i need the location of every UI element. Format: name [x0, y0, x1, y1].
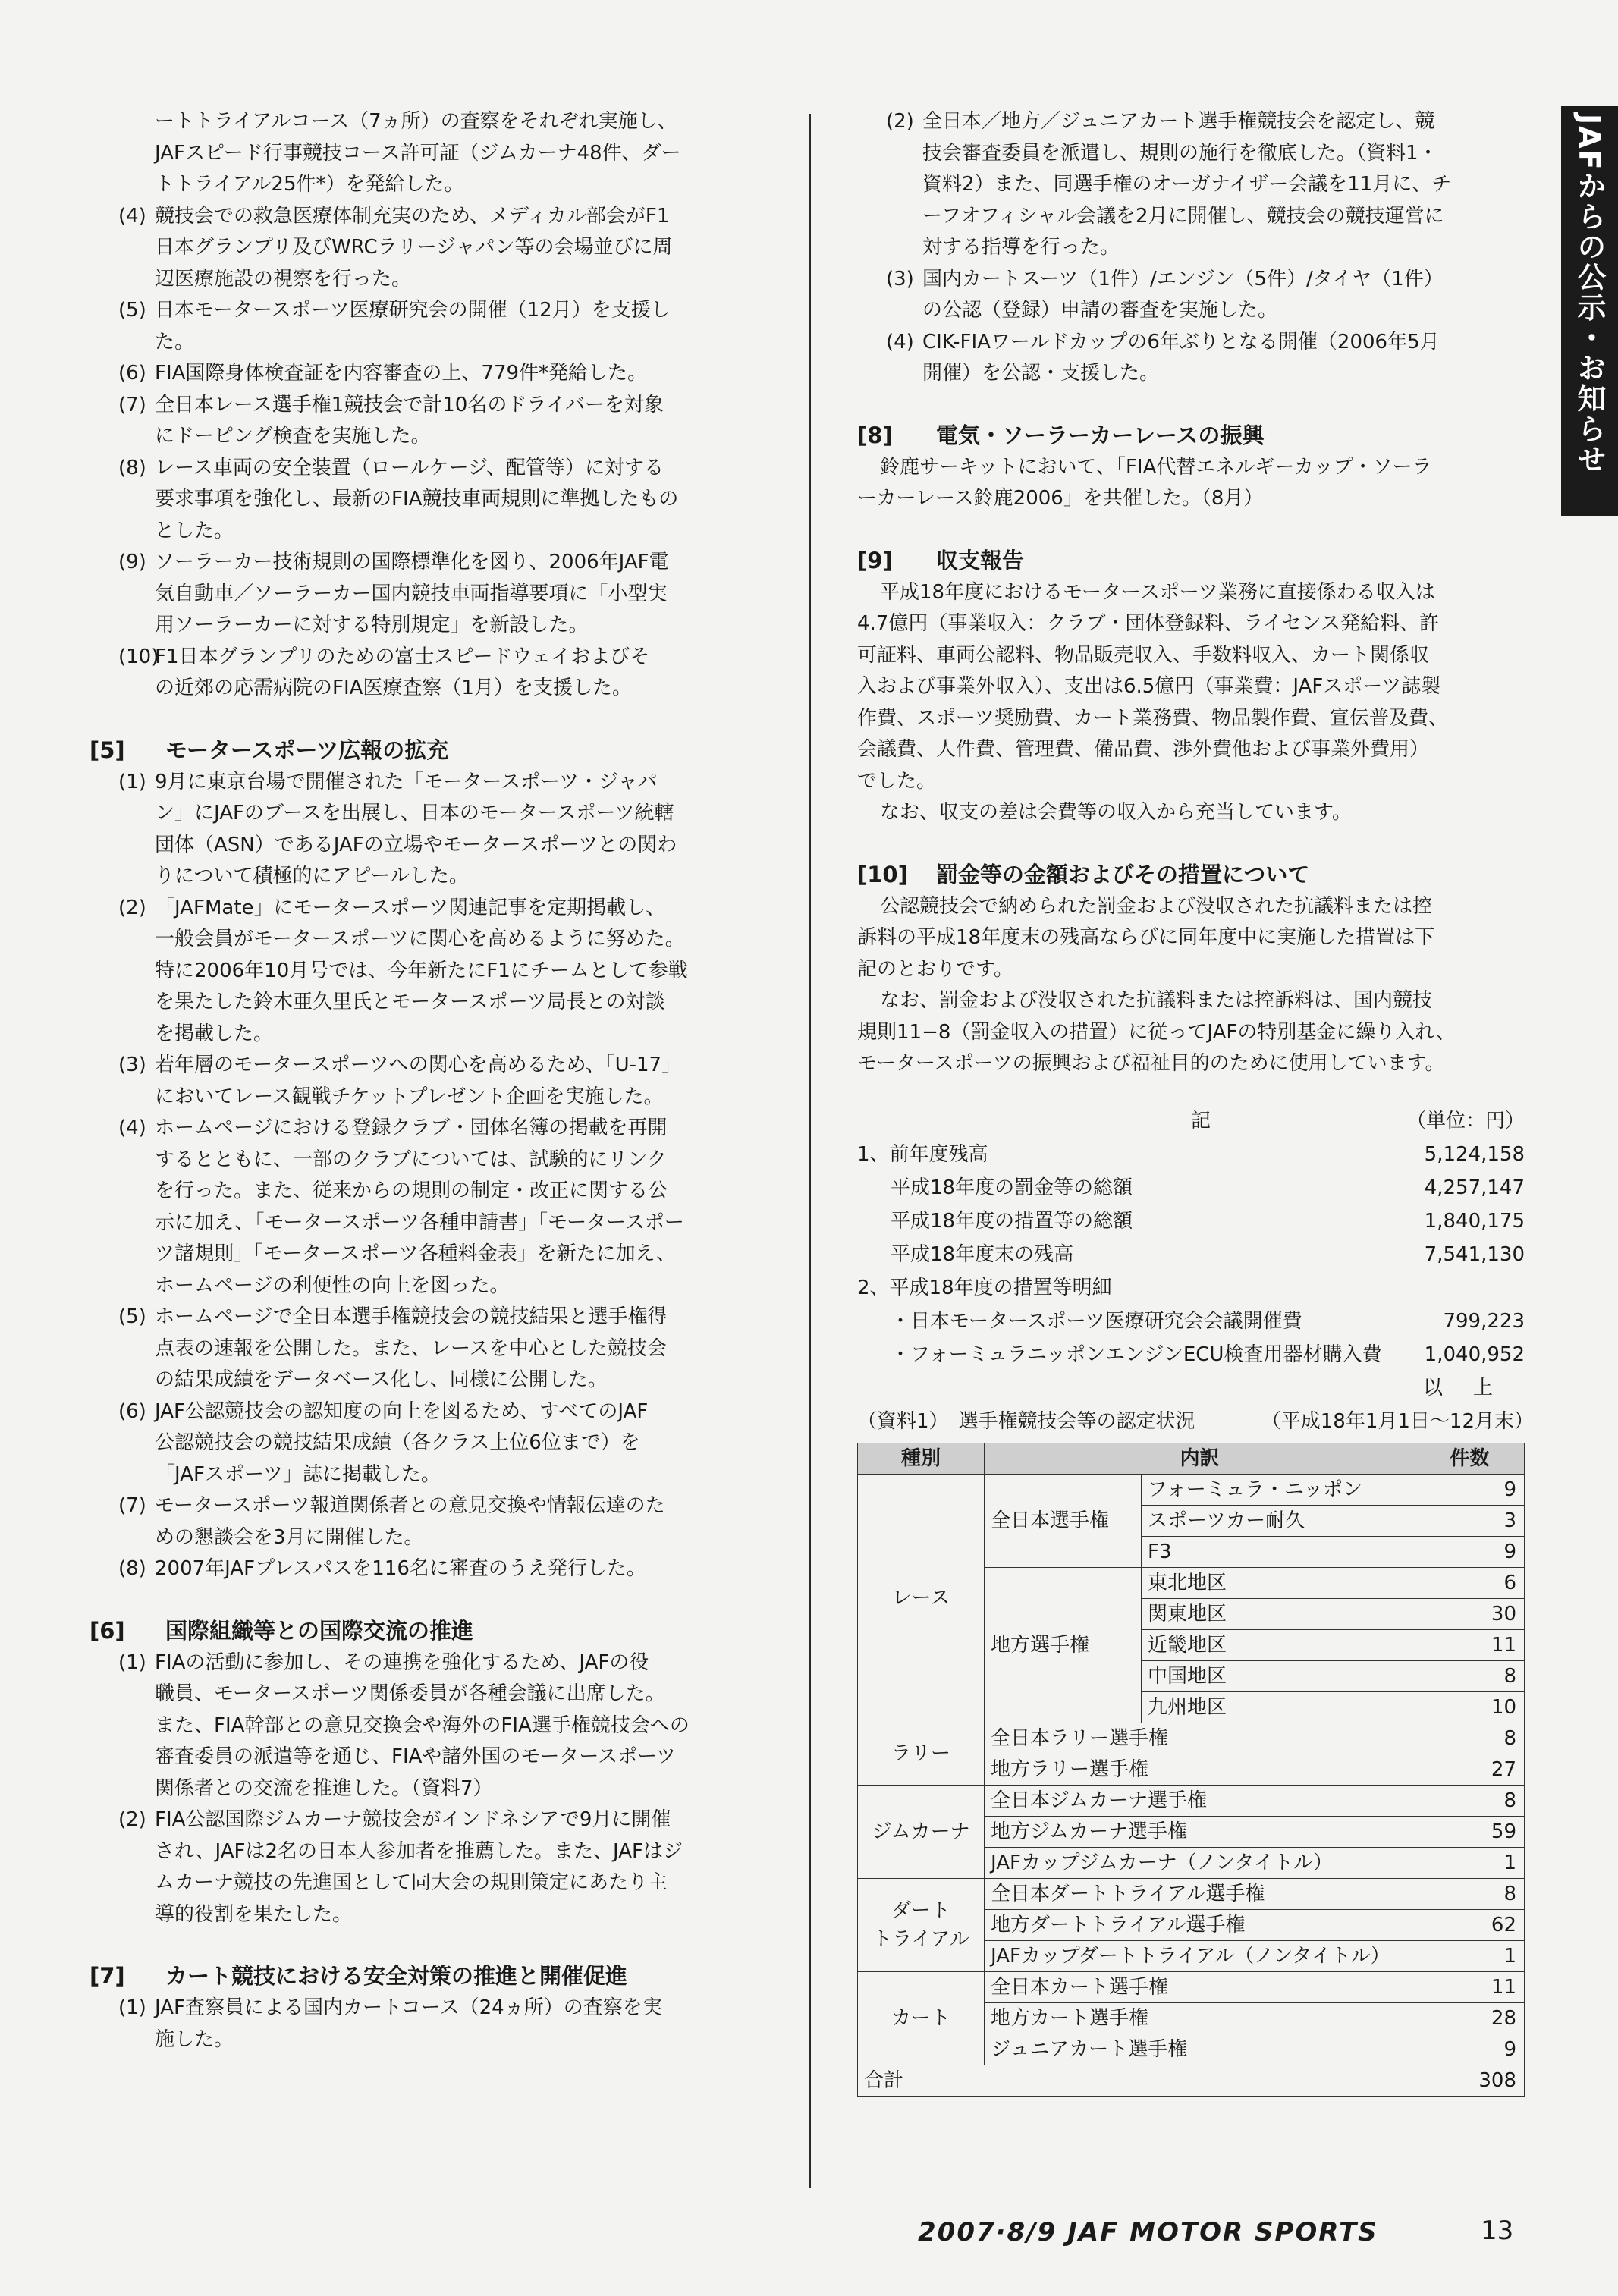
item-line: するとともに、一部のクラブについては、試験的にリンク	[155, 1148, 667, 1171]
unit-label: （単位：円）	[1406, 1109, 1525, 1132]
item-number: (1)	[118, 1996, 146, 2019]
amount-row	[857, 1340, 1534, 1373]
item-number: (3)	[118, 1054, 146, 1076]
item-line: CIK-FIAワールドカップの6年ぶりとなる開催（2006年5月	[922, 330, 1440, 353]
section-title: モータースポーツ広報の拡充	[165, 737, 449, 763]
list-item	[857, 264, 1534, 327]
item-number: (2)	[118, 896, 146, 919]
item-line: 公認競技会の競技結果成績（各クラス上位6位まで）を	[155, 1431, 640, 1454]
item-number: (5)	[118, 299, 146, 322]
item-cell: フォーミュラ・ニッポン	[1142, 1474, 1415, 1505]
body-line: 公認競技会で納められた罰金および没収された抗議料または控	[880, 894, 1433, 918]
amount-value: 799,223	[1443, 1309, 1525, 1333]
item-cell: スポーツカー耐久	[1142, 1505, 1415, 1536]
item-line: ホームページにおける登録クラブ・団体名簿の掲載を再開	[155, 1117, 668, 1139]
text-line: トトライアル25件*）を発給した。	[155, 173, 464, 196]
item-cell: 地方ジムカーナ選手権	[985, 1816, 1415, 1847]
list-item	[90, 1396, 767, 1491]
count-cell: 9	[1415, 1474, 1525, 1505]
item-number: (1)	[118, 770, 146, 793]
section-number: [9]	[857, 547, 893, 573]
item-number: (3)	[886, 267, 914, 291]
list-item	[857, 327, 1534, 390]
amount-label: 平成18年度末の残高	[891, 1242, 1074, 1266]
count-cell: 27	[1415, 1754, 1525, 1785]
body-line: 平成18年度におけるモータースポーツ業務に直接係わる収入は	[880, 580, 1435, 604]
list-item	[90, 201, 767, 296]
item-line: 「JAFスポーツ」誌に掲載した。	[155, 1462, 441, 1486]
notice-header	[857, 1106, 1534, 1139]
item-number: (6)	[118, 362, 146, 385]
item-line: 競技会での救急医療体制充実のため、メディカル部会がF1	[155, 204, 670, 228]
item-number: (9)	[118, 551, 146, 573]
text-line: ートトライアルコース（7ヵ所）の査察をそれぞれ実施し、	[155, 110, 677, 133]
item-number: (4)	[118, 204, 146, 228]
list-item	[90, 642, 767, 705]
count-cell: 62	[1415, 1909, 1525, 1940]
section-number: [7]	[90, 1963, 125, 1989]
item-cell: F3	[1142, 1536, 1415, 1567]
list-item	[90, 453, 767, 548]
list-item	[90, 767, 767, 893]
item-cell: 九州地区	[1142, 1691, 1415, 1723]
body-line: なお、収支の差は会費等の収入から充当しています。	[880, 801, 1352, 824]
item-line: 国内カートスーツ（1件）/エンジン（5件）/タイヤ（1件）	[922, 267, 1444, 291]
count-cell: 6	[1415, 1567, 1525, 1598]
count-cell: 8	[1415, 1723, 1525, 1754]
body-line: 作費、スポーツ奨励費、カート業務費、物品製作費、宣伝普及費、	[857, 706, 1448, 730]
item-line: ン」にJAFのブースを出展し、日本のモータースポーツ統轄	[155, 802, 674, 824]
item-line: また、FIA幹部との意見交換会や海外のFIA選手権競技会への	[155, 1713, 690, 1737]
list-item	[90, 547, 767, 642]
item-line: 日本モータースポーツ医療研究会の開催（12月）を支援し	[155, 299, 671, 322]
item-line: ーフオフィシャル会議を2月に開催し、競技会の競技運営に	[922, 204, 1444, 228]
list-item	[90, 1302, 767, 1396]
item-number: (7)	[118, 1494, 146, 1517]
item-line: 資料2）また、同選手権のオーガナイザー会議を11月に、チ	[922, 173, 1452, 196]
section-number: [8]	[857, 422, 893, 448]
list-item	[90, 295, 767, 358]
body-line: 入および事業外収入）、支出は6.5億円（事業費：JAFスポーツ誌製	[857, 675, 1441, 698]
item-line: の公認（登録）申請の審査を実施した。	[922, 299, 1278, 322]
count-cell: 1	[1415, 1940, 1525, 1971]
total-count: 308	[1415, 2065, 1525, 2096]
category-cell: カート	[858, 1971, 985, 2065]
item-line: 職員、モータースポーツ関係委員が各種会議に出席した。	[155, 1682, 665, 1705]
amount-label: 平成18年度の罰金等の総額	[891, 1176, 1133, 1199]
section-heading	[90, 1959, 767, 1993]
item-line: を果たした鈴木亜久里氏とモータースポーツ局長との対談	[155, 991, 665, 1013]
item-line: ホームページで全日本選手権競技会の競技結果と選手権得	[155, 1305, 668, 1328]
item-line: た。	[155, 330, 195, 353]
subcategory-cell: 全日本選手権	[985, 1474, 1142, 1567]
category-cell: レース	[858, 1474, 985, 1723]
item-line: 団体（ASN）であるJAFの立場やモータースポーツとの関わ	[155, 833, 677, 856]
item-line: ホームページの利便性の向上を図った。	[155, 1274, 510, 1297]
item-cell: 全日本ラリー選手権	[985, 1723, 1415, 1754]
item-line: ソーラーカー技術規則の国際標準化を図り、2006年JAF電	[155, 551, 669, 573]
count-cell: 8	[1415, 1878, 1525, 1909]
item-number: (2)	[118, 1808, 146, 1831]
item-line: にドーピング検査を実施した。	[155, 425, 431, 448]
right-column	[857, 106, 1534, 2097]
item-line: 開催）を公認・支援した。	[922, 362, 1160, 385]
amount-label: 平成18年度の措置等の総額	[891, 1209, 1133, 1233]
count-cell: 30	[1415, 1598, 1525, 1629]
item-line: 特に2006年10月号では、今年新たにF1にチームとして参戦	[155, 959, 688, 982]
count-cell: 8	[1415, 1660, 1525, 1691]
count-cell: 11	[1415, 1629, 1525, 1660]
text-line: JAFスピード行事競技コース許可証（ジムカーナ48件、ダー	[155, 141, 681, 165]
body-line: 記のとおりです。	[857, 957, 1013, 981]
amount-label: ・日本モータースポーツ医療研究会会議開催費	[891, 1309, 1302, 1333]
item-number: (1)	[118, 1651, 146, 1674]
item-cell: 全日本ダートトライアル選手権	[985, 1878, 1415, 1909]
item-line: めの懇談会を3月に開催した。	[155, 1525, 424, 1549]
amount-value: 4,257,147	[1424, 1176, 1525, 1199]
item-cell: 中国地区	[1142, 1660, 1415, 1691]
item-line: 一般会員がモータースポーツに関心を高めるように努めた。	[155, 928, 685, 950]
item-number: (4)	[118, 1117, 146, 1139]
section-title: 電気・ソーラーカーレースの振興	[936, 422, 1265, 448]
left-column	[90, 106, 767, 2056]
item-cell: 地方ダートトライアル選手権	[985, 1909, 1415, 1940]
item-line: ツ諸規則」「モータースポーツ各種料金表」を新たに加え、	[155, 1242, 677, 1265]
count-cell: 9	[1415, 1536, 1525, 1567]
table-caption-title: （資料1） 選手権競技会等の認定状況	[857, 1409, 1195, 1433]
table-row	[858, 1785, 1525, 1816]
table-header-row	[858, 1443, 1525, 1474]
item-line: 若年層のモータースポーツへの関心を高めるため、「U-17」	[155, 1054, 682, 1076]
table-row	[858, 1971, 1525, 2002]
item-line: ムカーナ競技の先進国として同大会の規則策定にあたり主	[155, 1871, 668, 1894]
item-cell: 東北地区	[1142, 1567, 1415, 1598]
section-number: [5]	[90, 737, 125, 763]
section-heading	[90, 733, 767, 767]
amount-label: 1、前年度残高	[857, 1142, 988, 1166]
section-side-tab	[1561, 106, 1618, 516]
body-line: 会議費、人件費、管理費、備品費、渉外費他および事業外費用）	[857, 738, 1430, 761]
table-caption-period: （平成18年1月1日〜12月末）	[1261, 1409, 1534, 1433]
item-line: を行った。また、従来からの規則の制定・改正に関する公	[155, 1179, 668, 1202]
table-total-row	[858, 2065, 1525, 2096]
body-line: モータースポーツの振興および福祉目的のために使用しています。	[857, 1052, 1445, 1075]
item-cell: 地方ラリー選手権	[985, 1754, 1415, 1785]
section-number: [10]	[857, 861, 908, 887]
count-cell: 10	[1415, 1691, 1525, 1723]
table-row	[858, 1474, 1525, 1505]
item-line: レース車両の安全装置（ロールケージ、配管等）に対する	[155, 456, 664, 479]
list-item	[90, 1553, 767, 1585]
item-line: 導的役割を果たした。	[155, 1902, 353, 1926]
list-item	[857, 106, 1534, 264]
section-title: 収支報告	[936, 547, 1025, 573]
body-line: 訴料の平成18年度末の残高ならびに同年度中に実施した措置は下	[857, 926, 1435, 949]
item-cell: JAFカップジムカーナ（ノンタイトル）	[985, 1847, 1415, 1878]
item-line: りについて積極的にアピールした。	[155, 865, 469, 887]
item-cell: JAFカップダートトライアル（ノンタイトル）	[985, 1940, 1415, 1971]
item-line: を掲載した。	[155, 1022, 274, 1045]
body-line: 鈴鹿サーキットにおいて、「FIA代替エネルギーカップ・ソーラ	[880, 455, 1432, 479]
amount-row	[857, 1206, 1534, 1239]
section-title: カート競技における安全対策の推進と開催促進	[165, 1963, 628, 1989]
list-item	[90, 390, 767, 453]
list-item	[90, 1050, 767, 1113]
amount-label: 2、平成18年度の措置等明細	[857, 1276, 1112, 1299]
item-number: (7)	[118, 393, 146, 416]
count-cell: 59	[1415, 1816, 1525, 1847]
notice-mark: 記	[1191, 1109, 1211, 1132]
section-heading	[90, 1614, 767, 1647]
end-mark: 以上	[1422, 1376, 1523, 1399]
body-line: ーカーレース鈴鹿2006」を共催した。（8月）	[857, 487, 1264, 510]
amount-value: 1,840,175	[1424, 1209, 1525, 1233]
list-item	[90, 1647, 767, 1805]
item-line: の結果成績をデータベース化し、同様に公開した。	[155, 1368, 608, 1391]
category-cell: ダート トライアル	[858, 1878, 985, 1971]
total-label: 合計	[858, 2065, 1415, 2096]
item-line: 対する指導を行った。	[922, 236, 1120, 259]
list-item	[90, 1993, 767, 2056]
body-line: なお、罰金および没収された抗議料または控訴料は、国内競技	[880, 989, 1433, 1012]
amount-value: 7,541,130	[1424, 1242, 1525, 1266]
footer-brand: 2007·8/9 JAF MOTOR SPORTS	[918, 2217, 1378, 2247]
item-line: 技会審査委員を派遣し、規則の施行を徹底した。（資料1・	[922, 141, 1438, 165]
amount-value: 1,040,952	[1424, 1343, 1525, 1366]
column-divider	[809, 114, 811, 2188]
list-item	[90, 1804, 767, 1930]
item-line: 日本グランプリ及びWRCラリージャパン等の会場並びに周	[155, 236, 673, 259]
table-caption	[857, 1406, 1534, 1440]
item-line: 辺医療施設の視察を行った。	[155, 267, 412, 291]
section-heading	[857, 858, 1534, 891]
amount-row	[857, 1239, 1534, 1273]
count-cell: 11	[1415, 1971, 1525, 2002]
item-line: においてレース観戦チケットプレゼント企画を実施した。	[155, 1085, 664, 1108]
section-title: 国際組織等との国際交流の推進	[165, 1617, 474, 1644]
item-number: (6)	[118, 1399, 146, 1423]
item-line: され、JAFは2名の日本人参加者を推薦した。また、JAFはジ	[155, 1839, 683, 1863]
body-line: 可証料、車両公認料、物品販売収入、手数料収入、カート関係収	[857, 643, 1430, 667]
section-heading	[857, 419, 1534, 452]
list-item	[90, 893, 767, 1051]
item-cell: 関東地区	[1142, 1598, 1415, 1629]
item-cell: 全日本カート選手権	[985, 1971, 1415, 2002]
item-line: 要求事項を強化し、最新のFIA競技車両規則に準拠したもの	[155, 488, 679, 510]
body-line: 規則11−8（罰金収入の措置）に従ってJAFの特別基金に繰り入れ、	[857, 1020, 1456, 1044]
section-title: 罰金等の金額およびその措置について	[936, 861, 1310, 887]
section-heading	[857, 544, 1534, 577]
item-line: FIA公認国際ジムカーナ競技会がインドネシアで9月に開催	[155, 1808, 671, 1831]
header-count: 件数	[1415, 1443, 1525, 1474]
continued-text	[90, 106, 767, 201]
item-cell: 全日本ジムカーナ選手権	[985, 1785, 1415, 1816]
item-number: (4)	[886, 330, 914, 353]
side-tab-label: JAFからの公示・お知らせ	[1572, 114, 1606, 475]
item-line: モータースポーツ報道関係者との意見交換や情報伝達のた	[155, 1494, 665, 1517]
count-cell: 9	[1415, 2034, 1525, 2065]
amount-row	[857, 1306, 1534, 1340]
count-cell: 1	[1415, 1847, 1525, 1878]
item-line: 全日本／地方／ジュニアカート選手権競技会を認定し、競	[922, 110, 1435, 133]
item-line: JAF公認競技会の認知度の向上を図るため、すべてのJAF	[155, 1399, 649, 1423]
item-line: とした。	[155, 519, 234, 542]
body-line: 4.7億円（事業収入：クラブ・団体登録料、ライセンス発給料、許	[857, 612, 1440, 635]
subcategory-cell: 地方選手権	[985, 1567, 1142, 1723]
count-cell: 28	[1415, 2002, 1525, 2034]
item-line: F1日本グランプリのための富士スピードウェイおよびそ	[155, 645, 650, 668]
item-line: 全日本レース選手権1競技会で計10名のドライバーを対象	[155, 393, 664, 416]
item-line: 施した。	[155, 2027, 234, 2051]
count-cell: 8	[1415, 1785, 1525, 1816]
body-line: でした。	[857, 769, 937, 793]
item-number: (10)	[118, 645, 159, 668]
count-cell: 3	[1415, 1505, 1525, 1536]
header-breakdown: 内訳	[985, 1443, 1415, 1474]
item-number: (8)	[118, 456, 146, 479]
amount-label: ・フォーミュラニッポンエンジンECU検査用器材購入費	[891, 1343, 1382, 1366]
category-cell: ジムカーナ	[858, 1785, 985, 1878]
item-line: 「JAFMate」にモータースポーツ関連記事を定期掲載し、	[155, 896, 666, 919]
item-line: 点表の速報を公開した。また、レースを中心とした競技会	[155, 1336, 667, 1360]
item-line: 気自動車／ソーラーカー国内競技車両指導要項に「小型実	[155, 582, 668, 605]
item-cell: 地方カート選手権	[985, 2002, 1415, 2034]
amount-row	[857, 1139, 1534, 1173]
header-type: 種別	[858, 1443, 985, 1474]
amount-value: 5,124,158	[1424, 1142, 1525, 1166]
item-number: (8)	[118, 1557, 146, 1580]
section-number: [6]	[90, 1617, 125, 1644]
item-line: 2007年JAFプレスパスを116名に審査のうえ発行した。	[155, 1557, 646, 1580]
item-line: 審査委員の派遣等を通じ、FIAや諸外国のモータースポーツ	[155, 1745, 677, 1768]
item-line: の近郊の応需病院のFIA医療査察（1月）を支援した。	[155, 677, 632, 699]
item-cell: 近畿地区	[1142, 1629, 1415, 1660]
item-number: (2)	[886, 110, 914, 133]
item-line: 9月に東京台場で開催された「モータースポーツ・ジャパ	[155, 770, 658, 793]
certification-table	[857, 1443, 1525, 2097]
item-line: JAF査察員による国内カートコース（24ヵ所）の査察を実	[155, 1996, 662, 2019]
list-item	[90, 1113, 767, 1302]
category-cell: ラリー	[858, 1723, 985, 1785]
table-row	[858, 1878, 1525, 1909]
item-cell: ジュニアカート選手権	[985, 2034, 1415, 2065]
amount-row	[857, 1273, 1534, 1306]
list-item	[90, 358, 767, 390]
page-number: 13	[1481, 2216, 1514, 2246]
item-number: (5)	[118, 1305, 146, 1328]
list-item	[90, 1490, 767, 1553]
item-line: 示に加え、「モータースポーツ各種申請書」「モータースポー	[155, 1211, 684, 1234]
item-line: FIAの活動に参加し、その連携を強化するため、JAFの役	[155, 1651, 649, 1674]
amount-row	[857, 1173, 1534, 1206]
item-line: 関係者との交流を推進した。（資料7）	[155, 1776, 493, 1800]
table-row	[858, 1723, 1525, 1754]
item-line: 用ソーラーカーに対する特別規定」を新設した。	[155, 614, 589, 636]
item-line: FIA国際身体検査証を内容審査の上、779件*発給した。	[155, 362, 648, 385]
